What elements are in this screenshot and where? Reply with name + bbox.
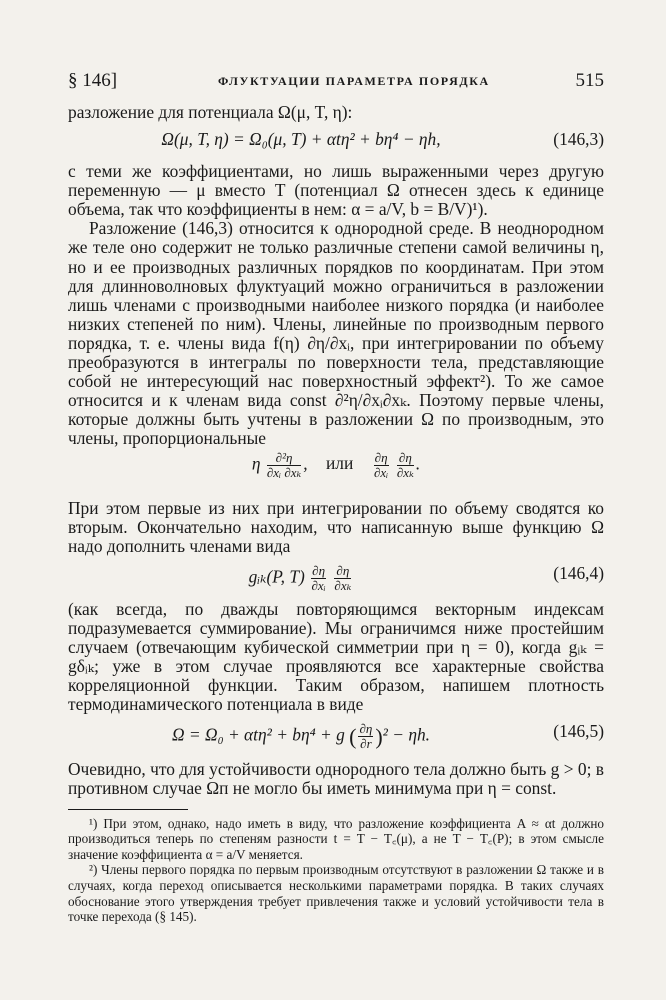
- paragraph: Разложение (146,3) относится к однородной среде. В неоднородном же теле оно содержит не только различные степени самой величины η, но и ее производных различных порядков по координатам. При этом для длинноволновых флуктуаций можно ограничиться в разложении лишь членами с производными наиболее низкого порядка (и наиболее низких степеней по ним). Члены, линейные по производным первого порядка, т. е. члены вида f(η) ∂η/∂xᵢ, при интегрировании по объему преобразуются в интегралы по поверхности тела, представляющие собой не интересующий нас поверхностный эффект²). То же самое относится и к членам вида const ∂²η/∂xᵢ∂xₖ. Поэтому первые члены, которые должны быть учтены в разложении Ω по производным, это члены, пропорциональные: [68, 218, 604, 449]
- equation-expression: [68, 722, 534, 751]
- fraction-denominator: ∂xₖ: [396, 464, 414, 480]
- formula-word: или: [325, 453, 354, 473]
- page-number: 515: [575, 70, 604, 91]
- formula-symbol: gᵢₖ(P, T): [248, 566, 305, 587]
- section-ref: § 146]: [68, 70, 118, 91]
- equation-number: (146,5): [553, 721, 604, 742]
- fraction-numerator: ∂η: [397, 451, 414, 466]
- equation-146-4: [68, 556, 604, 600]
- paren-close: ): [375, 724, 383, 750]
- derivative-terms-formula: [68, 449, 604, 499]
- fraction: [311, 564, 326, 593]
- equation-expression: Ω(μ, T, η) = Ω₀(μ, T) + αtη² + bη⁴ − ηh,: [161, 129, 441, 150]
- running-header: [68, 70, 604, 92]
- fraction-numerator: ∂η: [359, 721, 373, 737]
- header-title: ФЛУКТУАЦИИ ПАРАМЕТРА ПОРЯДКА: [218, 74, 490, 88]
- fraction: [397, 451, 414, 480]
- body-text: [68, 103, 604, 925]
- footnote-divider: [68, 809, 188, 810]
- paren-open: (: [349, 724, 357, 750]
- footnote: ¹) При этом, однако, надо иметь в виду, что разложение коэффициента A ≈ αt должно производиться теперь по степеням разности t = T − T꜀(μ), а не T − T꜀(P); в этом смысле значение коэффициента α = a/V меняется.: [68, 815, 604, 862]
- formula-symbol: Ω = Ω₀ + αtη² + bη⁴ + g: [171, 724, 345, 745]
- paragraph: При этом первые из них при интегрировании по объему сводятся ко вторым. Окончательно находим, что написанную выше функцию Ω надо дополнить членами вида: [68, 497, 604, 556]
- fraction-denominator: ∂xₖ: [334, 577, 352, 593]
- footnote: ²) Члены первого порядка по первым производным отсутствуют в разложении Ω также и в случаях, когда переход описывается несколькими параметрами порядка. В таких случаях обоснование этого утверждения требует привлечения также и условий устойчивости тела в точке перехода (§ 145).: [68, 862, 604, 925]
- fraction-denominator: ∂r: [360, 736, 372, 752]
- fraction-numerator: ∂η: [374, 449, 388, 465]
- formula-symbol: η: [251, 453, 261, 473]
- fraction: [334, 564, 351, 593]
- fraction-denominator: ∂xᵢ: [311, 577, 326, 593]
- paragraph: (как всегда, по дважды повторяющимся векторным индексам подразумевается суммирование). Мы ограничимся ниже простейшим случаем (отвечающим кубической симметрии при η = 0), когда gᵢₖ = gδᵢₖ; уже в этом случае проявляются все характерные свойства корреляционной функции. Таким образом, напишем плотность термодинамического потенциала в виде: [68, 598, 604, 715]
- fraction-numerator: ∂²η: [267, 451, 301, 466]
- fraction: [267, 451, 301, 480]
- fraction: [358, 722, 373, 751]
- intro-line: разложение для потенциала Ω(μ, T, η):: [68, 102, 353, 122]
- formula-period: .: [415, 453, 421, 473]
- equation-146-3: [68, 122, 604, 162]
- fraction: [374, 451, 389, 480]
- formula-comma: ,: [303, 453, 308, 473]
- equation-146-5: [68, 714, 604, 760]
- fraction-denominator: ∂xᵢ ∂xₖ: [266, 464, 302, 480]
- equation-number: (146,4): [553, 562, 604, 583]
- fraction-numerator: ∂η: [312, 562, 326, 578]
- paragraph: с теми же коэффициентами, но лишь выраженными через другую переменную — μ вместо T (потенциал Ω отнесен здесь к единице объема, так что коэффициенты в нем: α = a/V, b = B/V)¹).: [68, 161, 604, 220]
- formula-symbol: ² − ηh.: [382, 724, 430, 745]
- equation-expression: [68, 564, 534, 593]
- fraction-numerator: ∂η: [334, 564, 351, 579]
- equation-number: (146,3): [553, 129, 604, 150]
- fraction-denominator: ∂xᵢ: [373, 464, 389, 480]
- paragraph: Очевидно, что для устойчивости однородного тела должно быть g > 0; в противном случае Ωп не могло бы иметь минимума при η = const.: [68, 759, 604, 799]
